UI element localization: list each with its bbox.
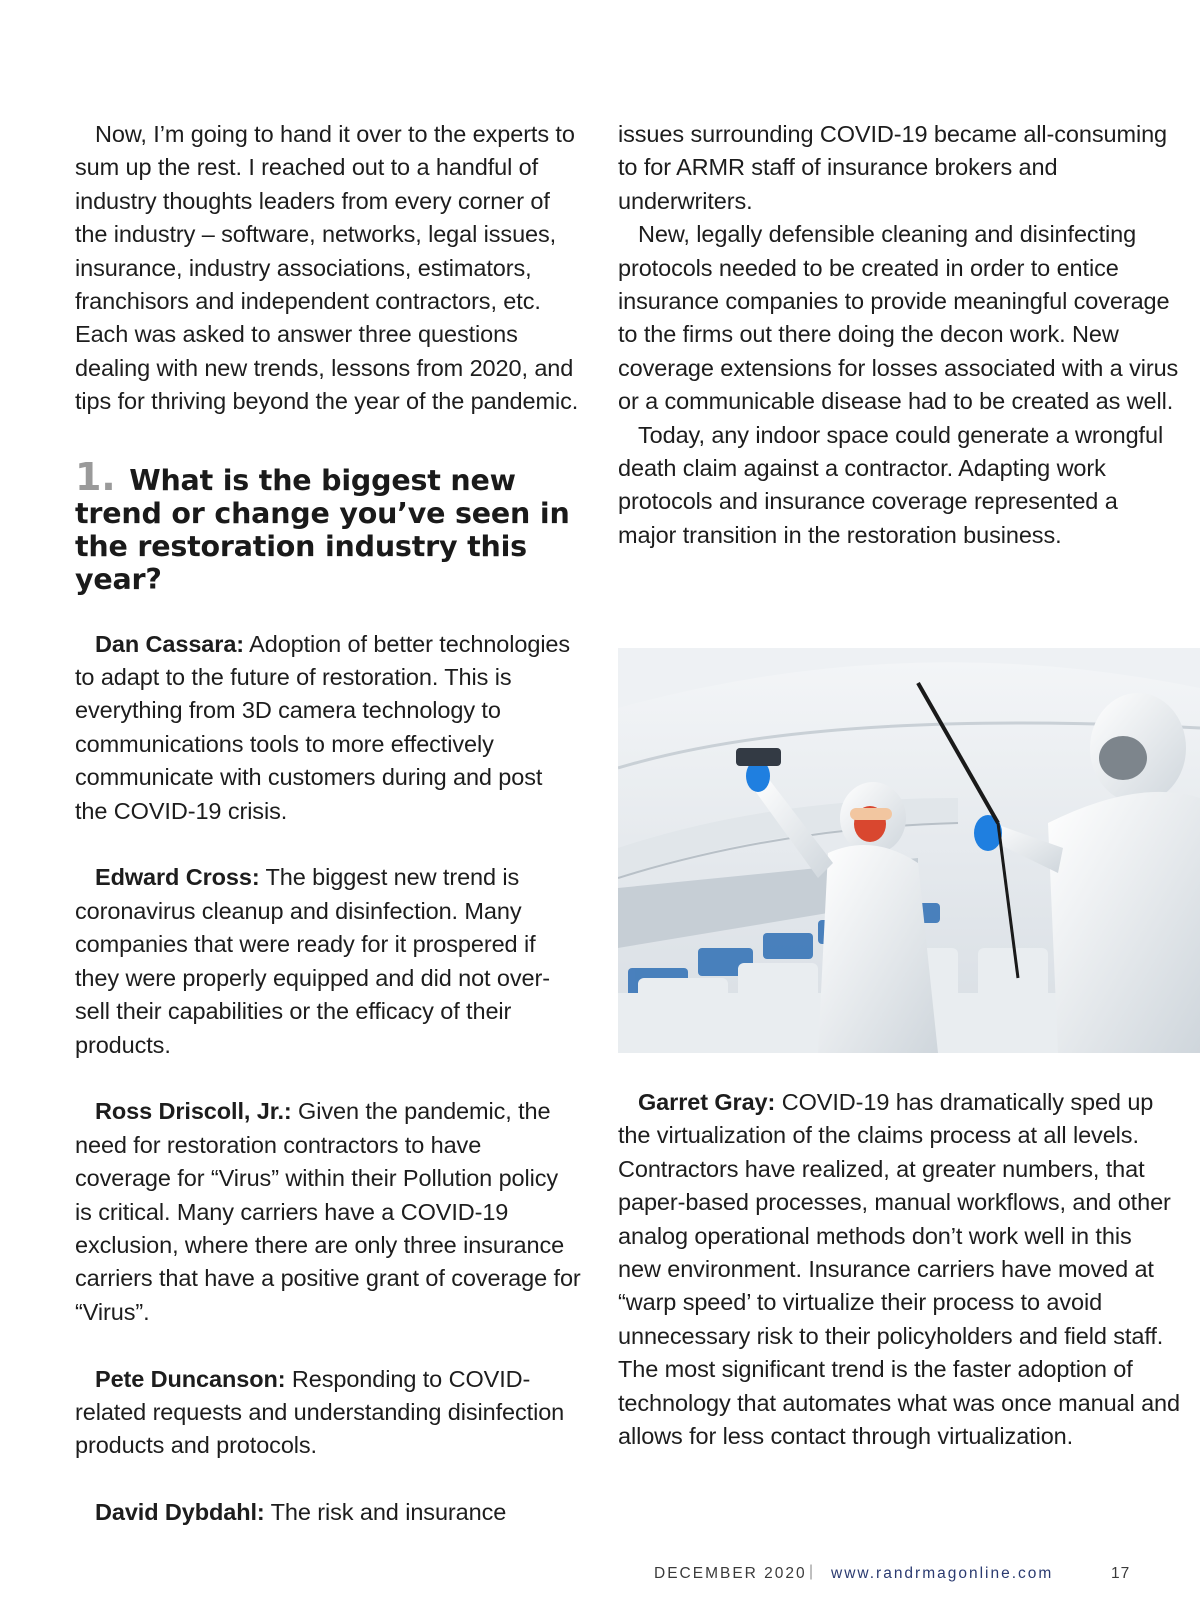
answer-duncanson [75, 1363, 581, 1463]
right-column-bottom [618, 1086, 1180, 1453]
page-number: 17 [1111, 1565, 1131, 1582]
question-heading [75, 454, 581, 596]
speaker-name: Pete Duncanson: [95, 1365, 286, 1392]
answer-gray [618, 1086, 1180, 1453]
speaker-name: David Dybdahl: [95, 1499, 265, 1526]
right-column-top [618, 118, 1180, 552]
intro-paragraph: Now, I’m going to hand it over to the experts to sum up the rest. I reached out to a handful of industry thoughts leaders from every corner of the industry – software, networks, legal issues, insurance, industry associations, estimators, franchisors and independent contractors, etc. Each was asked to answer three questions dealing with new trends, lessons from 2020, and tips for thriving beyond the year of the pandemic. [75, 121, 579, 415]
answer-driscoll [75, 1095, 581, 1329]
answer-cross [75, 861, 581, 1061]
answer-text: The risk and insurance [264, 1499, 507, 1526]
left-column [75, 118, 581, 1530]
answer-text: Given the pandemic, the need for restoration contractors to have coverage for “Virus” within their Pollution policy is critical. Many carriers have a COVID-19 exclusion, where there are only three insurance carriers that have a positive grant of coverage for “Virus”. [75, 1098, 581, 1325]
speaker-name: Edward Cross: [95, 864, 260, 891]
answer-dybdahl [75, 1496, 581, 1529]
answer-text: The biggest new trend is coronavirus cleanup and disinfection. Many companies that were ready for it prospered if they were properly equipped and did not over-sell their capabilities or the efficacy of their products. [75, 864, 550, 1058]
speaker-name: Garret Gray: [638, 1089, 776, 1115]
answer-text: Responding to COVID-related requests and understanding disinfection products and protocols. [75, 1365, 565, 1459]
continued-paragraph: issues surrounding COVID-19 became all-consuming to for ARMR staff of insurance brokers and underwriters. [618, 121, 1168, 214]
airplane-disinfection-photo [618, 648, 1200, 1053]
footer-separator: | [809, 1563, 814, 1580]
issue-date: DECEMBER 2020 [654, 1565, 807, 1582]
answer-text: COVID-19 has dramatically sped up the virtualization of the claims process at all levels. Contractors have realized, at greater numbers, that paper-based processes, manual workflows, and other analog operational methods don’t work well in this new environment. Insurance carriers have moved at “warp speed’ to virtualize their process to avoid unnecessary risk to their policyholders and field staff. The most significant trend is the faster adoption of technology that automates what was once manual and allows for less contact through virtualization. [618, 1089, 1180, 1450]
answer-text: Adoption of better technologies to adapt to the future of restoration. This is everything from 3D camera technology to communications tools to more effectively communicate with customers during and post the COVID-19 crisis. [75, 630, 571, 824]
wrongful-death-paragraph: Today, any indoor space could generate a wrongful death claim against a contractor. Adapting work protocols and insurance coverage represented a major transition in the restoration business. [618, 421, 1164, 548]
protocols-paragraph: New, legally defensible cleaning and disinfecting protocols needed to be created in order to entice insurance companies to provide meaningful coverage to the firms out there doing the decon work. New coverage extensions for losses associated with a virus or a communicable disease had to be created as well. [618, 221, 1179, 415]
question-text: What is the biggest new trend or change you’ve seen in the restoration industry this year? [75, 463, 570, 596]
speaker-name: Ross Driscoll, Jr.: [95, 1098, 292, 1125]
question-number: 1. [75, 454, 116, 499]
page-footer [0, 1565, 1200, 1595]
website-link[interactable]: www.randrmagonline.com [831, 1565, 1054, 1582]
speaker-name: Dan Cassara: [95, 630, 245, 657]
photo-illustration [618, 648, 1200, 1053]
answer-cassara [75, 628, 581, 828]
